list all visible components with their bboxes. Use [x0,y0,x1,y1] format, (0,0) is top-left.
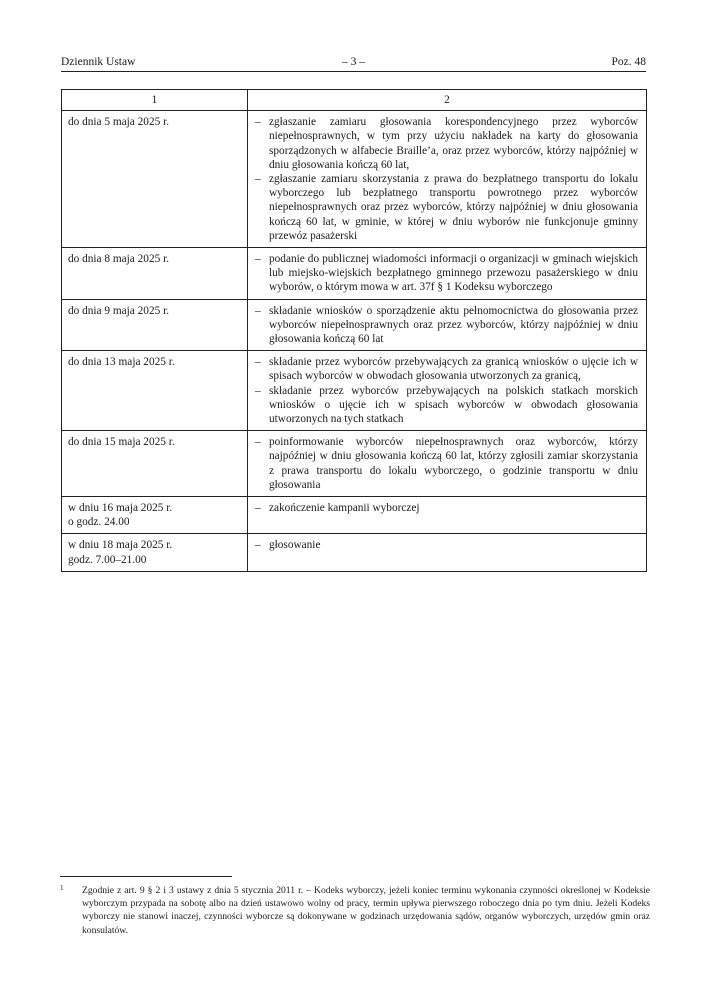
activity-list [254,252,640,295]
dash-bullet-icon: – [255,502,261,515]
dash-bullet-icon: – [255,116,261,129]
activity-cell [248,497,647,534]
dash-bullet-icon: – [255,384,261,397]
footnote-separator [60,876,232,877]
date-text: do dnia 15 maja 2025 r. [68,436,175,449]
date-cell [62,248,248,300]
activity-item [254,384,640,427]
dash-bullet-icon: – [255,173,261,186]
date-text: do dnia 8 maja 2025 r. [68,253,170,266]
activity-item [254,252,640,295]
activity-list [254,115,640,243]
date-text: do dnia 13 maja 2025 r. [68,356,175,369]
activity-text: składanie przez wyborców przebywających na polskich statkach morskich wniosków o ujęcie ich w spisach wyborców w obwodach głosowania utworzonych na tych statkach [269,384,638,426]
footnote [60,884,650,937]
date-cell [62,111,248,248]
activity-list [254,538,640,552]
activity-text: zakończenie kampanii wyborczej [269,502,420,515]
election-calendar-table [61,89,647,572]
activity-list [254,355,640,426]
page-header [61,56,646,72]
date-cell [62,299,248,351]
journal-title: Dziennik Ustaw [61,56,136,68]
column-header-2: 2 [248,90,647,111]
date-cell [62,497,248,534]
activity-item [254,501,640,515]
activity-list [254,304,640,347]
activity-text: zgłaszanie zamiaru głosowania korespondencyjnego przez wyborców niepełnosprawnych, w tym przy użyciu nakładek na karty do głosowania sporządzonych w alfabecie Braille’a, oraz przez wyborców, którzy najpóźniej w dniu głosowania kończą 60 lat, [269,116,638,171]
date-text: do dnia 5 maja 2025 r. [68,116,170,129]
dash-bullet-icon: – [255,539,261,552]
dash-bullet-icon: – [255,253,261,266]
activity-item [254,304,640,347]
date-text: do dnia 9 maja 2025 r. [68,304,170,317]
time-text: godz. 7.00–21.00 [68,553,147,566]
column-header-1: 1 [62,90,248,111]
activity-cell [248,111,647,248]
page-number: – 3 – [342,56,365,68]
activity-cell [248,351,647,431]
activity-cell [248,299,647,351]
table-header-row [62,90,647,111]
date-text: w dniu 18 maja 2025 r. [68,539,173,552]
time-text: o godz. 24.00 [68,516,130,529]
activity-cell [248,534,647,571]
activity-text: składanie przez wyborców przebywających za granicą wniosków o ujęcie ich w spisach wyborców w obwodach głosowania utworzonych za granicą, [269,356,638,383]
dash-bullet-icon: – [255,356,261,369]
table-row [62,431,647,497]
activity-text: głosowanie [269,539,321,552]
footnote-text: Zgodnie z art. 9 § 2 i 3 ustawy z dnia 5 stycznia 2011 r. – Kodeks wyborczy, jeżeli koniec terminu wykonania czynności określonej w Kodeksie wyborczym przypada na sobotę albo na dzień ustawowo wolny od pracy, termin upływa pierwszego roboczego dnia po tym dniu. Jeżeli Kodeks wyborczy nie stanowi inaczej, czynności wyborcze są dokonywane w godzinach urzędowania sądów, organów wyborczych, urzędów gmin oraz konsulatów. [82,885,650,936]
activity-list [254,435,640,492]
footnote-number: 1 [60,884,64,892]
activity-item [254,435,640,492]
activity-text: poinformowanie wyborców niepełnosprawnych oraz wyborców, którzy najpóźniej w dniu głosowania kończą 60 lat, którzy zgłosili zamiar skorzystania z prawa transportu do lokalu wyborczego, o godzinie transportu w dniu głosowania [269,436,638,491]
activity-item [254,172,640,243]
activity-text: podanie do publicznej wiadomości informacji o organizacji w gminach wiejskich lub miejsko-wiejskich bezpłatnego gminnego przewozu pasażerskiego w dniu wyborów, o którym mowa w art. 37f § 1 Kodeksu wyborczego [269,253,638,294]
date-cell [62,431,248,497]
dash-bullet-icon: – [255,304,261,317]
date-text: w dniu 16 maja 2025 r. [68,502,173,515]
table-row [62,351,647,431]
date-cell [62,351,248,431]
table-row [62,248,647,300]
dash-bullet-icon: – [255,436,261,449]
activity-item [254,115,640,172]
activity-item [254,538,640,552]
activity-cell [248,248,647,300]
table-row [62,299,647,351]
activity-cell [248,431,647,497]
table-row [62,497,647,534]
activity-list [254,501,640,515]
activity-text: składanie wniosków o sporządzenie aktu pełnomocnictwa do głosowania przez wyborców niepełnosprawnych oraz przez wyborców, którzy najpóźniej w dniu głosowania kończą 60 lat [269,304,638,346]
activity-item [254,355,640,383]
table-row [62,534,647,571]
table-row [62,111,647,248]
position-number: Poz. 48 [611,56,646,68]
date-cell [62,534,248,571]
activity-text: zgłaszanie zamiaru skorzystania z prawa do bezpłatnego transportu do lokalu wyborczego lub bezpłatnego transportu powrotnego przez wyborców niepełnosprawnych oraz przez wyborców, którzy najpóźniej w dniu głosowania kończą 60 lat, w gminie, w której w dniu wyborów nie funkcjonuje gminny przewóz pasażerski [269,173,638,242]
